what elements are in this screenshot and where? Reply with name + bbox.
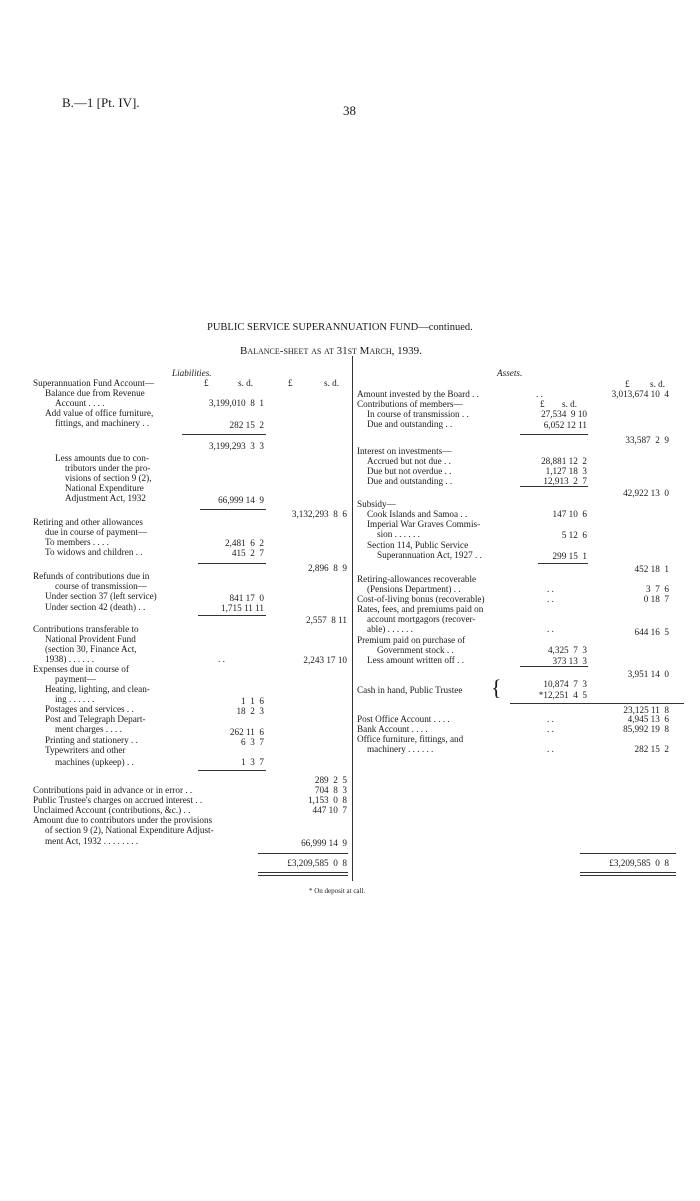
rule [200,509,266,510]
liab-line: tributors under the pro- [65,463,151,473]
asset-line: Government stock . . [377,645,454,655]
assets-total: £3,209,585 0 8 [609,858,669,868]
liab-total: 3,132,293 8 6 [291,509,347,519]
asset-total: 3,951 14 0 [627,669,669,679]
liab-total: 447 10 7 [312,805,347,815]
liab-line: Heating, lighting, and clean- [45,684,150,694]
assets-heading: Assets. [497,368,523,378]
asset-line: Cook Islands and Samoa . . [367,509,468,519]
liabilities-total: £3,209,585 0 8 [287,858,347,868]
liab-line: Account . . . . [55,398,105,408]
asset-total: 23,125 11 8 [623,705,669,715]
rule [182,434,266,435]
liab-value: 3,199,293 3 3 [208,441,264,451]
liab-total: 289 2 5 [314,775,347,785]
rule [520,434,588,435]
liab-line: National Expenditure [65,483,144,493]
liab-line: Post and Telegraph Depart- [45,714,146,724]
asset-line: Post Office Account . . . . [357,714,450,724]
fund-title: PUBLIC SERVICE SUPERANNUATION FUND—continued. [207,322,473,333]
asset-value: 1,127 18 3 [545,466,587,476]
col-sd-inner: s. d. [562,399,578,409]
liab-line: Printing and stationery . . [45,735,138,745]
liab-line: Amount due to contributors under the provisions [33,815,213,825]
rule [198,615,266,616]
liab-value: 2,481 6 2 [224,538,264,548]
rule [520,486,588,487]
rule [580,875,676,876]
asset-total: 0 18 7 [643,594,669,604]
asset-value: 373 13 3 [552,656,587,666]
report-reference: B.—1 [Pt. IV]. [62,95,140,110]
asset-value: 4,325 7 3 [547,645,587,655]
liab-total: 704 8 3 [314,785,347,795]
asset-line: able) . . . . . . [367,624,413,634]
liab-line: Adjustment Act, 1932 [65,493,146,503]
liab-line: 1938) . . . . . . [45,654,94,664]
col-sd: s. d. [650,379,666,389]
asset-value: *12,251 4 5 [538,690,587,700]
liab-value: 841 17 0 [229,593,264,603]
liab-line: fittings, and machinery . . [55,418,150,428]
asset-line: Superannuation Act, 1927 . . [377,550,482,560]
liab-line: ment Act, 1932 . . . . . . . . [45,836,139,846]
col-pounds: £ [625,379,630,389]
asset-line: Cash in hand, Public Trustee [357,685,463,695]
page-number: 38 [343,103,356,118]
liab-value: 3,199,010 8 1 [208,398,264,408]
liab-line: of section 9 (2), National Expenditure Adjust- [45,825,214,835]
liab-line: Superannuation Fund Account— [33,378,154,388]
asset-dots: . . [547,724,554,734]
liab-line: National Provident Fund [45,634,136,644]
asset-value: 27,534 9 10 [541,409,587,419]
footnote: * On deposit at call. [309,887,366,895]
asset-line: Retiring-allowances recoverable [357,574,477,584]
asset-dots: . . [547,714,554,724]
asset-line: Accrued but not due . . [367,456,451,466]
rule [198,563,266,564]
liab-line: Less amounts due to con- [55,453,149,463]
liab-total: 2,896 8 9 [307,563,347,573]
liab-value: 66,999 14 9 [218,495,264,505]
asset-line: Office furniture, fittings, and [357,734,464,744]
liab-line: ing . . . . . . [55,694,95,704]
liab-line: Public Trustee's charges on accrued interest . . [33,795,203,805]
rule [258,872,348,873]
liab-line: Typewriters and other [45,745,126,755]
asset-value: 28,881 12 2 [541,456,587,466]
liab-dots: . . [218,654,225,664]
asset-line: Amount invested by the Board . . [357,389,479,399]
asset-dots: . . [547,624,554,634]
asset-line: account mortgagors (recover- [367,614,476,624]
asset-line: Bank Account . . . . [357,724,428,734]
asset-value: 5 12 6 [561,530,587,540]
rule [538,563,588,564]
liab-value: 1,715 11 11 [221,603,264,613]
asset-line: Due and outstanding . . [367,419,453,429]
rule [198,770,266,771]
asset-dots: . . [547,594,554,604]
asset-value: 6,052 12 11 [543,420,587,430]
asset-value: 10,874 7 3 [543,679,587,689]
asset-dots: . . [547,744,554,754]
liab-line: Contributions paid in advance or in error . . [33,785,193,795]
asset-dots: . . [536,389,543,399]
liab-line: machines (upkeep) . . [55,757,134,767]
liab-line: due in course of payment— [45,527,148,537]
liab-line: Unclaimed Account (contributions, &c.) . . [33,805,191,815]
asset-total: 3 7 6 [646,584,669,594]
liab-value: 1 1 6 [241,696,264,706]
col-pounds: £ [204,378,209,388]
liab-line: Expenses due in course of [33,664,129,674]
liab-total: 66,999 14 9 [301,838,347,848]
liab-line: Add value of office furniture, [45,408,154,418]
asset-line: In course of transmission . . [367,409,469,419]
asset-line: Section 114, Public Service [367,540,469,550]
liab-line: Balance due from Revenue [45,388,145,398]
liab-total: 2,557 8 11 [305,615,347,625]
asset-line: Due and outstanding . . [367,476,453,486]
liab-value: 262 11 6 [229,727,264,737]
liabilities-heading: Liabilities. [172,368,212,378]
rule [520,666,588,667]
liab-line: To members . . . . [45,537,109,547]
asset-dots: . . [547,584,554,594]
liab-line: Refunds of contributions due in [33,571,150,581]
balance-sheet-subtitle: Balance-sheet as at 31st March, 1939. [240,345,422,357]
liab-value: 6 3 7 [241,737,264,747]
rule [510,703,684,704]
liab-line: visions of section 9 (2), [65,473,152,483]
liab-line: Under section 42 (death) . . [45,602,146,612]
rule [580,853,676,854]
asset-value: 299 15 1 [552,551,587,561]
column-divider [352,356,353,881]
col-pounds-inner: £ [540,399,545,409]
liab-line: (section 30, Finance Act, [45,644,137,654]
asset-line: Imperial War Graves Commis- [367,519,481,529]
liab-value: 18 2 3 [236,706,264,716]
asset-line: sion . . . . . . [377,529,420,539]
asset-line: Cost-of-living bonus (recoverable) [357,594,485,604]
asset-line: machinery . . . . . . [367,744,434,754]
asset-total: 452 18 1 [634,564,669,574]
asset-line: Rates, fees, and premiums paid on [357,604,484,614]
asset-total: 644 16 5 [634,627,669,637]
asset-line: (Pensions Department) . . [367,584,461,594]
asset-total: 4,945 13 6 [627,714,669,724]
asset-line: Interest on investments— [357,446,452,456]
liab-line: Contributions transferable to [33,624,139,634]
asset-line: Less amount written off . . [367,655,465,665]
liab-line: payment— [55,674,96,684]
asset-total: 3,013,674 10 4 [611,389,669,399]
liab-line: Under section 37 (left service) [45,591,157,601]
liab-line: course of transmission— [55,581,147,591]
asset-value: 147 10 6 [552,509,587,519]
col-pounds2: £ [288,378,293,388]
asset-value: 12,913 2 7 [543,476,587,486]
asset-total: 85,992 19 8 [623,724,669,734]
col-sd: s. d. [238,378,254,388]
asset-total: 282 15 2 [634,744,669,754]
liab-line: Retiring and other allowances [33,517,143,527]
col-sd2: s. d. [324,378,340,388]
asset-line: Contributions of members— [357,399,463,409]
asset-line: Due but not overdue . . [367,466,452,476]
liab-line: ment charges . . . . [55,724,122,734]
liab-line: Postages and services . . [45,704,134,714]
liab-value: 1 3 7 [241,757,264,767]
asset-line: Subsidy— [357,499,396,509]
liab-value: 415 2 7 [231,548,264,558]
rule [258,853,348,854]
asset-total: 42,922 13 0 [623,488,669,498]
asset-line: Premium paid on purchase of [357,635,466,645]
liab-value: 282 15 2 [229,420,264,430]
brace-icon: { [491,675,502,700]
liab-total: 2,243 17 10 [303,655,347,665]
rule [258,875,348,876]
rule [580,872,676,873]
liab-line: To widows and children . . [45,547,143,557]
asset-total: 33,587 2 9 [625,435,669,445]
liab-total: 1,153 0 8 [307,795,347,805]
